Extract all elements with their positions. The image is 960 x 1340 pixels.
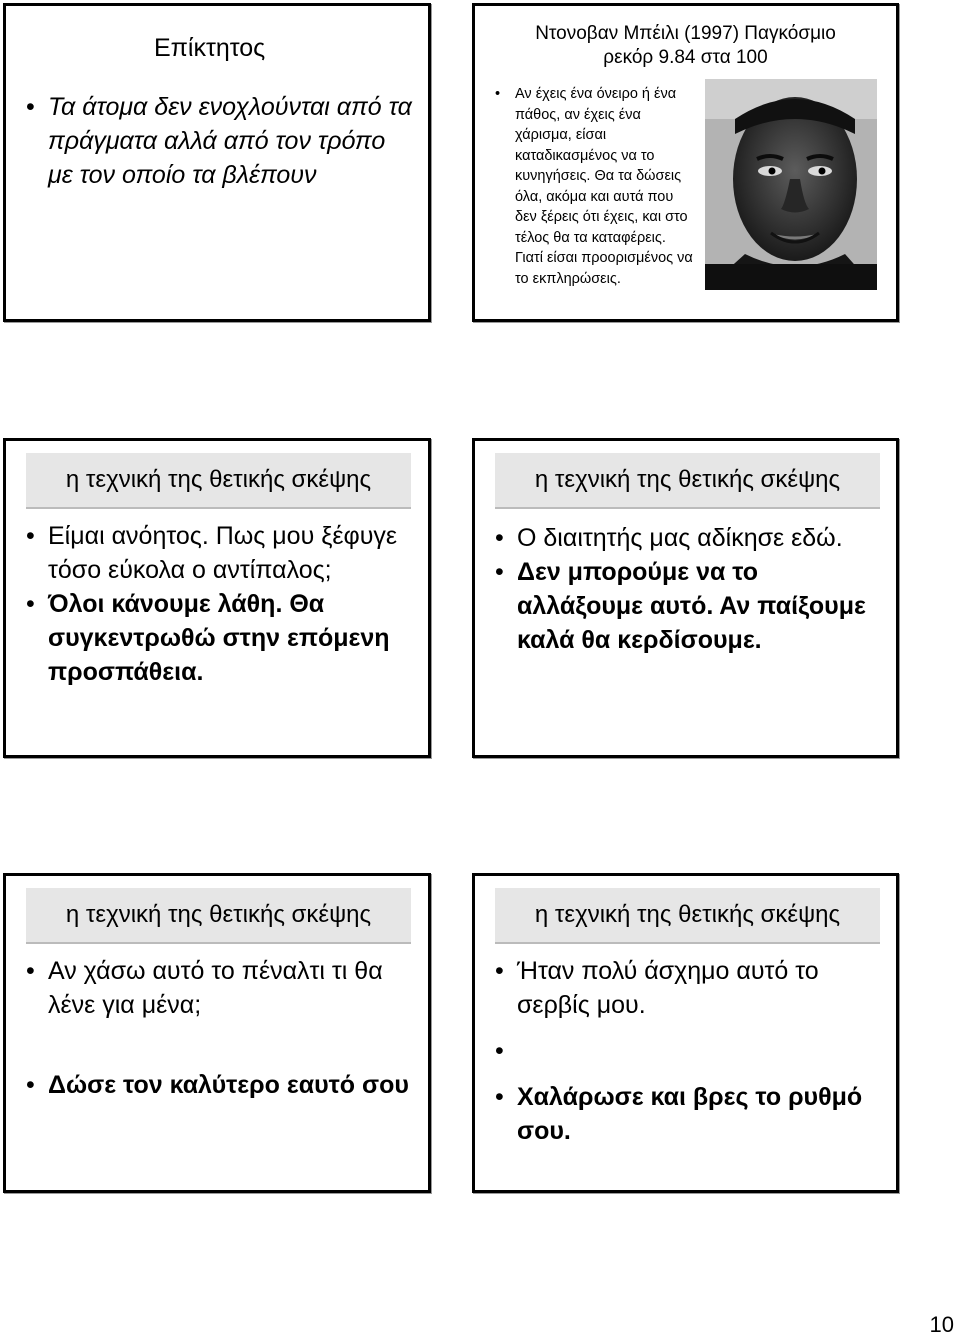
slide-bailey <box>472 3 899 322</box>
slide-title: Επίκτητος <box>154 34 266 62</box>
slide-positive-thinking-1 <box>3 438 431 758</box>
item-text: Είμαι ανόητος. Πως μου ξέφυγε τόσο εύκολα ο αντίπαλος; <box>48 522 398 584</box>
bullet-list <box>495 954 887 1148</box>
bullet-icon: • <box>495 558 504 586</box>
slide-positive-thinking-4 <box>472 873 899 1193</box>
item-text: Όλοι κάνουμε λάθη. Θα συγκεντρωθώ στην επόμενη προσπάθεια. <box>48 590 390 686</box>
list-item <box>495 1080 887 1148</box>
title-line-1: Ντονοβαν Μπέιλι (1997) Παγκόσμιο <box>535 23 836 44</box>
slide-positive-thinking-3 <box>3 873 431 1193</box>
bullet-icon: • <box>26 522 35 550</box>
slide-epictetus <box>3 3 431 322</box>
list-item <box>26 1068 418 1102</box>
slide-header: η τεχνική της θετικής σκέψης <box>495 888 880 944</box>
slide-positive-thinking-2 <box>472 438 899 758</box>
bullet-icon: • <box>26 93 35 121</box>
item-text: Χαλάρωσε και βρες το ρυθμό σου. <box>517 1083 863 1145</box>
slide-header: η τεχνική της θετικής σκέψης <box>495 453 880 509</box>
item-text: Ο διαιτητής μας αδίκησε εδώ. <box>517 524 843 552</box>
list-item <box>495 954 887 1022</box>
bullet-list <box>26 954 418 1102</box>
quote-bullet <box>26 90 416 192</box>
item-text: Δώσε τον καλύτερο εαυτό σου <box>48 1071 409 1099</box>
portrait-photo <box>705 79 877 290</box>
item-text: Δεν μπορούμε να το αλλάξουμε αυτό. Αν παίξουμε καλά θα κερδίσουμε. <box>517 558 866 654</box>
bullet-list <box>495 521 887 657</box>
item-text: Αν χάσω αυτό το πέναλτι τι θα λένε για μένα; <box>48 957 383 1019</box>
portrait-image <box>705 79 877 290</box>
slide-header: η τεχνική της θετικής σκέψης <box>26 888 411 944</box>
page-number: 10 <box>929 1312 954 1337</box>
bullet-icon: • <box>495 86 501 102</box>
bullet-icon: • <box>495 1037 504 1065</box>
slide-header: η τεχνική της θετικής σκέψης <box>26 453 411 509</box>
bullet-icon: • <box>495 957 504 985</box>
bullet-icon: • <box>495 524 504 552</box>
bullet-icon: • <box>26 957 35 985</box>
bullet-body: Αν έχεις ένα όνειρο ή ένα πάθος, αν έχεις ένα χάρισμα, είσαι καταδικασμένος να το κυνηγήσεις. Θα τα δώσεις όλα, ακόμα και αυτά που δεν ξέρεις ότι έχεις, και στο τέλος θα τα καταφέρεις. Γιατί είσαι προορισμένος να το εκπληρώσεις. <box>515 86 693 287</box>
item-text: Ήταν πολύ άσχημο αυτό το σερβίς μου. <box>517 957 819 1019</box>
bullet-icon: • <box>495 1083 504 1111</box>
list-item <box>495 555 887 657</box>
list-item <box>26 587 418 689</box>
slide-title <box>475 22 896 70</box>
bullet-text <box>493 84 693 289</box>
list-item <box>495 521 887 555</box>
list-item <box>26 519 418 587</box>
title-line-2: ρεκόρ 9.84 στα 100 <box>603 47 768 68</box>
list-item <box>26 954 418 1022</box>
bullet-list <box>26 519 418 689</box>
list-item-empty <box>495 1034 887 1068</box>
bullet-icon: • <box>26 590 35 618</box>
quote-text: Τα άτομα δεν ενοχλούνται από τα πράγματα αλλά από τον τρόπο με τον οποίο τα βλέπουν <box>48 93 412 189</box>
bullet-icon: • <box>26 1071 35 1099</box>
